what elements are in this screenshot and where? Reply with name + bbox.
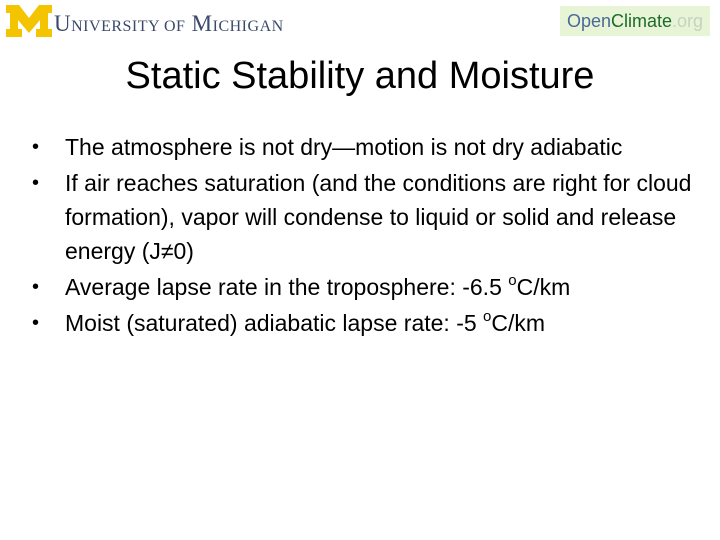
- university-of-michigan-logo: [6, 4, 284, 38]
- openclimate-logo-open: Open: [566, 10, 611, 31]
- bullet-item: [30, 130, 702, 164]
- bullet-dot-icon: •: [32, 312, 40, 334]
- openclimate-logo: [560, 6, 710, 36]
- bullet-text: Moist (saturated) adiabatic lapse rate: -5 $^o$C/km: [65, 308, 546, 336]
- university-of-michigan-wordmark: UNIVERSITY OF MICHIGAN: [54, 10, 284, 36]
- bullet-text: If air reaches saturation (and the conditions are right for cloud formation), vapor will condense to liquid or solid and release energy (J≠0): [65, 170, 692, 264]
- bullet-item: [30, 166, 702, 268]
- bullet-list: [30, 130, 702, 342]
- bullet-item: [30, 270, 702, 304]
- bullet-item: [30, 306, 702, 340]
- degree-superscript: o: [483, 308, 492, 326]
- bullet-dot-icon: •: [32, 276, 40, 298]
- openclimate-logo-climate: Climate: [611, 10, 673, 31]
- bullet-dot-icon: •: [32, 136, 40, 158]
- block-m-icon: [6, 5, 52, 37]
- slide-title: Static Stability and Moisture: [125, 55, 595, 97]
- degree-superscript: o: [508, 272, 517, 290]
- bullet-dot-icon: •: [32, 172, 40, 194]
- bullet-text: Average lapse rate in the troposphere: -6.5 $^o$C/km: [65, 272, 571, 300]
- bullet-text: The atmosphere is not dry—motion is not dry adiabatic: [65, 134, 623, 160]
- openclimate-logo-org: .org: [672, 10, 704, 31]
